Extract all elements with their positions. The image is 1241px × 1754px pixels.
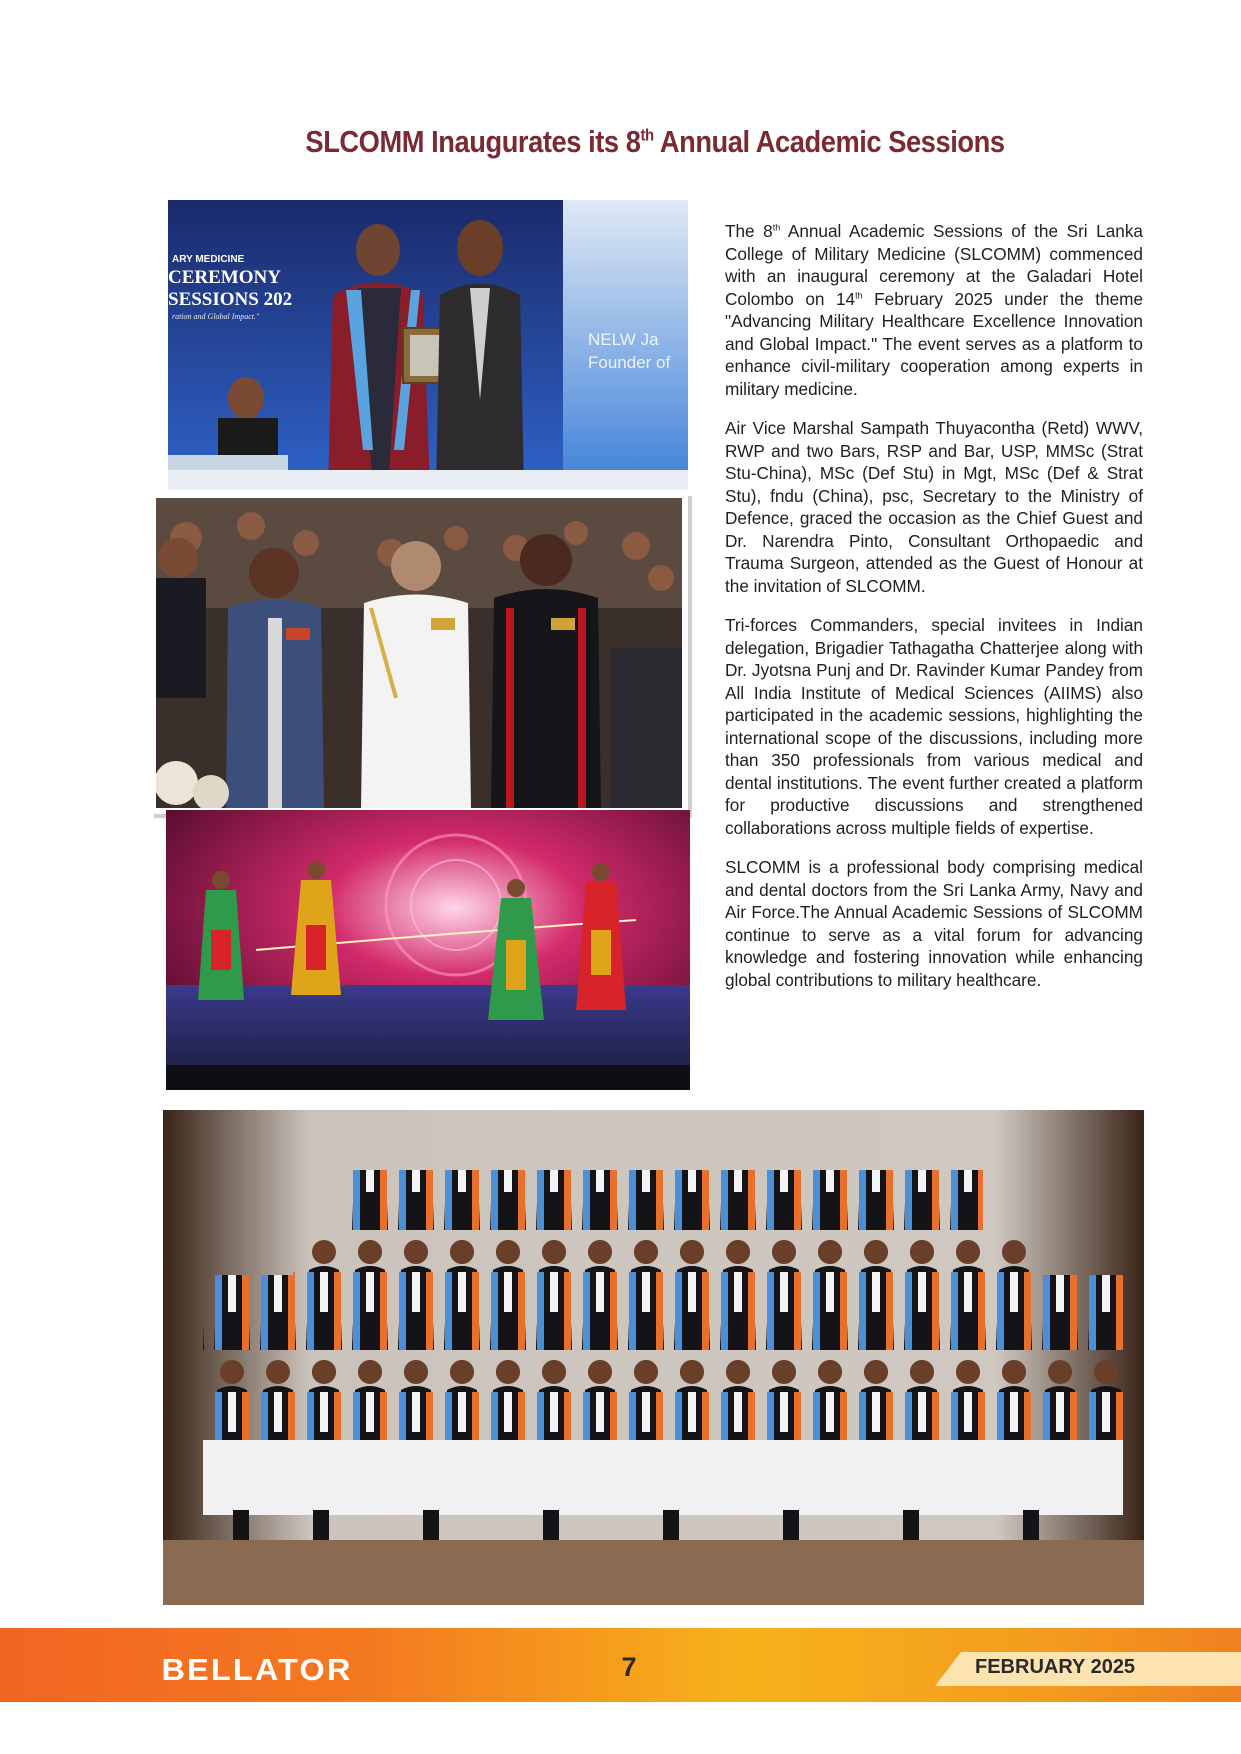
screen-text-3: SESSIONS 202 bbox=[168, 289, 293, 310]
screen-text-6: Founder of bbox=[588, 353, 671, 372]
paragraph-3: Tri-forces Commanders, special invitees in Indian delegation, Brigadier Tathagatha Chatterjee along with Dr. Jyotsna Punj and Dr. Ravinder Kumar Pandey from All India Institute of Medical Sciences (AIIMS) also participated in the academic sessions, highlighting the international scope of the discussions, including more than 350 professionals from various medical and dental institutions. The event further created a platform for productive discussions and strengthened collaborations across multiple fields of expertise. bbox=[725, 615, 1143, 838]
photo-cultural-dance bbox=[166, 810, 690, 1090]
photo-group bbox=[163, 1110, 1144, 1605]
photo-seated-officers bbox=[150, 492, 688, 814]
screen-text-2: CEREMONY bbox=[168, 267, 281, 288]
article-title: SLCOMM Inaugurates its 8th Annual Academic Sessions bbox=[305, 124, 1005, 159]
screen-text-5: NELW Ja bbox=[588, 330, 659, 349]
paragraph-4: SLCOMM is a professional body comprising medical and dental doctors from the Sri Lanka Army, Navy and Air Force.The Annual Academic Sessions of SLCOMM continue to serve as a vital forum for advancing knowledge and fostering innovation while enhancing global contributions to military healthcare. bbox=[725, 857, 1143, 990]
photo-award-presentation bbox=[168, 200, 688, 490]
paragraph-1: The 8th Annual Academic Sessions of the Sri Lanka College of Military Medicine (SLCOMM) commenced with an inaugural ceremony at the Galadari Hotel Colombo on 14th February 2025 under the theme "Advancing Military Healthcare Excellence Innovation and Global Impact." The event serves as a platform to enhance civil-military cooperation among experts in military medicine. bbox=[725, 221, 1143, 399]
brand-logo: BELLATOR bbox=[161, 1652, 353, 1687]
screen-text-1: ARY MEDICINE bbox=[172, 254, 245, 265]
screen-text-4: ration and Global Impact." bbox=[172, 312, 260, 321]
issue-month: FEBRUARY 2025 bbox=[975, 1656, 1136, 1678]
page-number: 7 bbox=[621, 1652, 637, 1682]
article-body bbox=[725, 220, 1143, 1008]
paragraph-2: Air Vice Marshal Sampath Thuyacontha (Retd) WWV, RWP and two Bars, RSP and Bar, USP, MMSc (Strat Stu-China), MSc (Def Stu) in Mgt, MSc (Def & Strat Stu), fndu (China), psc, Secretary to the Ministry of Defence, graced the occasion as the Chief Guest and Dr. Narendra Pinto, Consultant Orthopaedic and Trauma Surgeon, attended as the Guest of Honour at the invitation of SLCOMM. bbox=[725, 418, 1143, 596]
